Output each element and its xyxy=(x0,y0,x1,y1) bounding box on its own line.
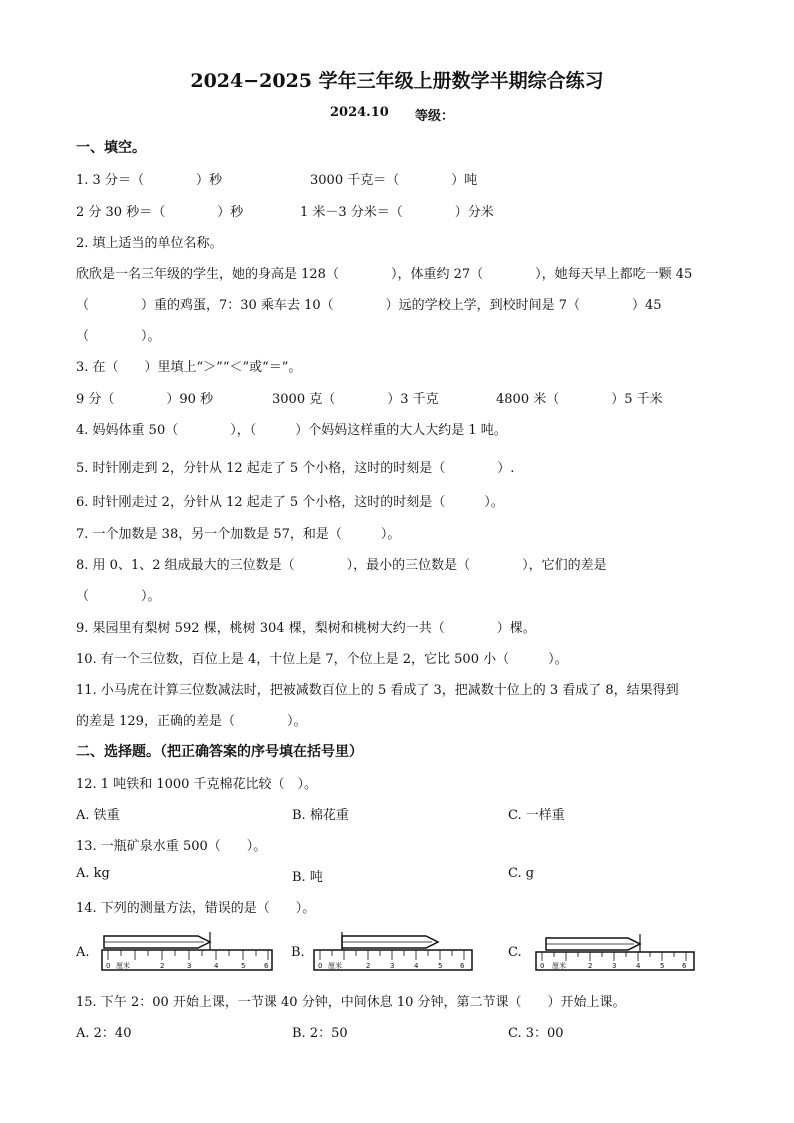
ruler-unit-label: 厘米 xyxy=(328,962,342,970)
question-14: 14. 下列的测量方法，错误的是（ ）。 xyxy=(76,901,316,916)
option-15c: C. 3：00 xyxy=(508,1026,564,1041)
ruler-tick-label: 4 xyxy=(214,962,219,970)
ruler-tick-label: 5 xyxy=(438,962,443,970)
ruler-tick-label: 5 xyxy=(241,962,246,970)
option-15a: A. 2：40 xyxy=(76,1026,132,1041)
question-2-line-2: （ ）重的鸡蛋，7：30 乘车去 10（ ）远的学校上学，到校时间是 7（ ）45 xyxy=(76,298,662,313)
question-4: 4. 妈妈体重 50（ ），（ ）个妈妈这样重的大人大约是 1 吨。 xyxy=(76,423,507,438)
option-13b: B. 吨 xyxy=(292,870,323,885)
page-title: 2024−2025 学年三年级上册数学半期综合练习 xyxy=(190,70,604,92)
ruler-tick-label: 2 xyxy=(160,962,165,970)
question-2: 2. 填上适当的单位名称。 xyxy=(76,236,223,251)
ruler-tick-label: 6 xyxy=(264,962,269,970)
question-3: 3. 在（ ）里填上“＞”“＜”或“＝”。 xyxy=(76,360,302,375)
question-13: 13. 一瓶矿泉水重 500（ ）。 xyxy=(76,839,267,854)
ruler-unit-label: 厘米 xyxy=(552,962,566,970)
ruler-unit-label: 厘米 xyxy=(116,962,130,970)
option-12b: B. 棉花重 xyxy=(292,808,349,823)
ruler-tick-label: 3 xyxy=(187,962,192,970)
question-15: 15. 下午 2：00 开始上课，一节课 40 分钟，中间休息 10 分钟，第二节课（ ）开始上课。 xyxy=(76,995,626,1010)
ruler-figure-b xyxy=(310,928,476,974)
section-2-heading: 二、选择题。（把正确答案的序号填在括号里） xyxy=(76,744,363,760)
question-7: 7. 一个加数是 38，另一个加数是 57，和是（ ）。 xyxy=(76,527,401,542)
question-11-line-2: 的差是 129，正确的差是（ ）。 xyxy=(76,714,307,729)
question-2-line-3: （ ）。 xyxy=(76,329,161,344)
option-14c: C. xyxy=(508,945,522,960)
question-10: 10. 有一个三位数，百位上是 4，十位上是 7，个位上是 2，它比 500 小（ ）。 xyxy=(76,652,568,667)
ruler-tick-label: 3 xyxy=(390,962,395,970)
question-9: 9. 果园里有梨树 592 棵，桃树 304 棵，梨树和桃树大约一共（ ）棵。 xyxy=(76,621,536,636)
exam-date: 2024.10 xyxy=(330,105,389,120)
ruler-tick-label: 4 xyxy=(636,962,641,970)
option-14b: B. xyxy=(291,945,305,960)
ruler-tick-label: 2 xyxy=(588,962,593,970)
option-13a: A. kg xyxy=(76,866,110,881)
question-2-line-1: 欣欣是一名三年级的学生，她的身高是 128（ ），体重约 27（ ），她每天早上都吃一颗 45 xyxy=(76,267,693,282)
question-11-line-1: 11. 小马虎在计算三位数减法时，把被减数百位上的 5 看成了 3，把减数十位上的 3 看成了 8，结果得到 xyxy=(76,683,679,698)
question-1b: 3000 千克＝（ ）吨 xyxy=(310,173,478,188)
question-12: 12. 1 吨铁和 1000 千克棉花比较（ ）。 xyxy=(76,777,318,792)
ruler-tick-label: 0 xyxy=(540,962,545,970)
option-13c: C. g xyxy=(508,866,535,881)
ruler-tick-label: 4 xyxy=(414,962,419,970)
ruler-tick-label: 5 xyxy=(660,962,665,970)
ruler-tick-label: 0 xyxy=(106,962,111,970)
question-1a: 1. 3 分＝（ ）秒 xyxy=(76,173,222,188)
ruler-tick-label: 3 xyxy=(612,962,617,970)
question-3c: 4800 米（ ）5 千米 xyxy=(496,392,663,407)
ruler-tick-label: 6 xyxy=(682,962,687,970)
option-15b: B. 2：50 xyxy=(292,1026,348,1041)
question-3b: 3000 克（ ）3 千克 xyxy=(272,392,439,407)
ruler-figure-a xyxy=(98,928,276,974)
ruler-tick-label: 0 xyxy=(318,962,323,970)
question-5: 5. 时针刚走到 2，分针从 12 起走了 5 个小格，这时的时刻是（ ）. xyxy=(76,461,515,476)
ruler-figure-c xyxy=(532,928,698,974)
grade-label: 等级： xyxy=(415,109,455,124)
option-12a: A. 铁重 xyxy=(76,808,120,823)
option-14a: A. xyxy=(76,945,90,960)
ruler-tick-label: 2 xyxy=(366,962,371,970)
question-8-line-1: 8. 用 0、1、2 组成最大的三位数是（ ），最小的三位数是（ ），它们的差是 xyxy=(76,558,607,573)
question-6: 6. 时针刚走过 2，分针从 12 起走了 5 个小格，这时的时刻是（ ）。 xyxy=(76,495,504,510)
question-8-line-2: （ ）。 xyxy=(76,589,161,604)
ruler-tick-label: 6 xyxy=(460,962,465,970)
question-3a: 9 分（ ）90 秒 xyxy=(76,392,214,407)
question-1c: 2 分 30 秒＝（ ）秒 xyxy=(76,205,244,220)
question-1d: 1 米－3 分米＝（ ）分米 xyxy=(300,205,494,220)
section-1-heading: 一、填空。 xyxy=(76,140,146,156)
option-12c: C. 一样重 xyxy=(508,808,565,823)
